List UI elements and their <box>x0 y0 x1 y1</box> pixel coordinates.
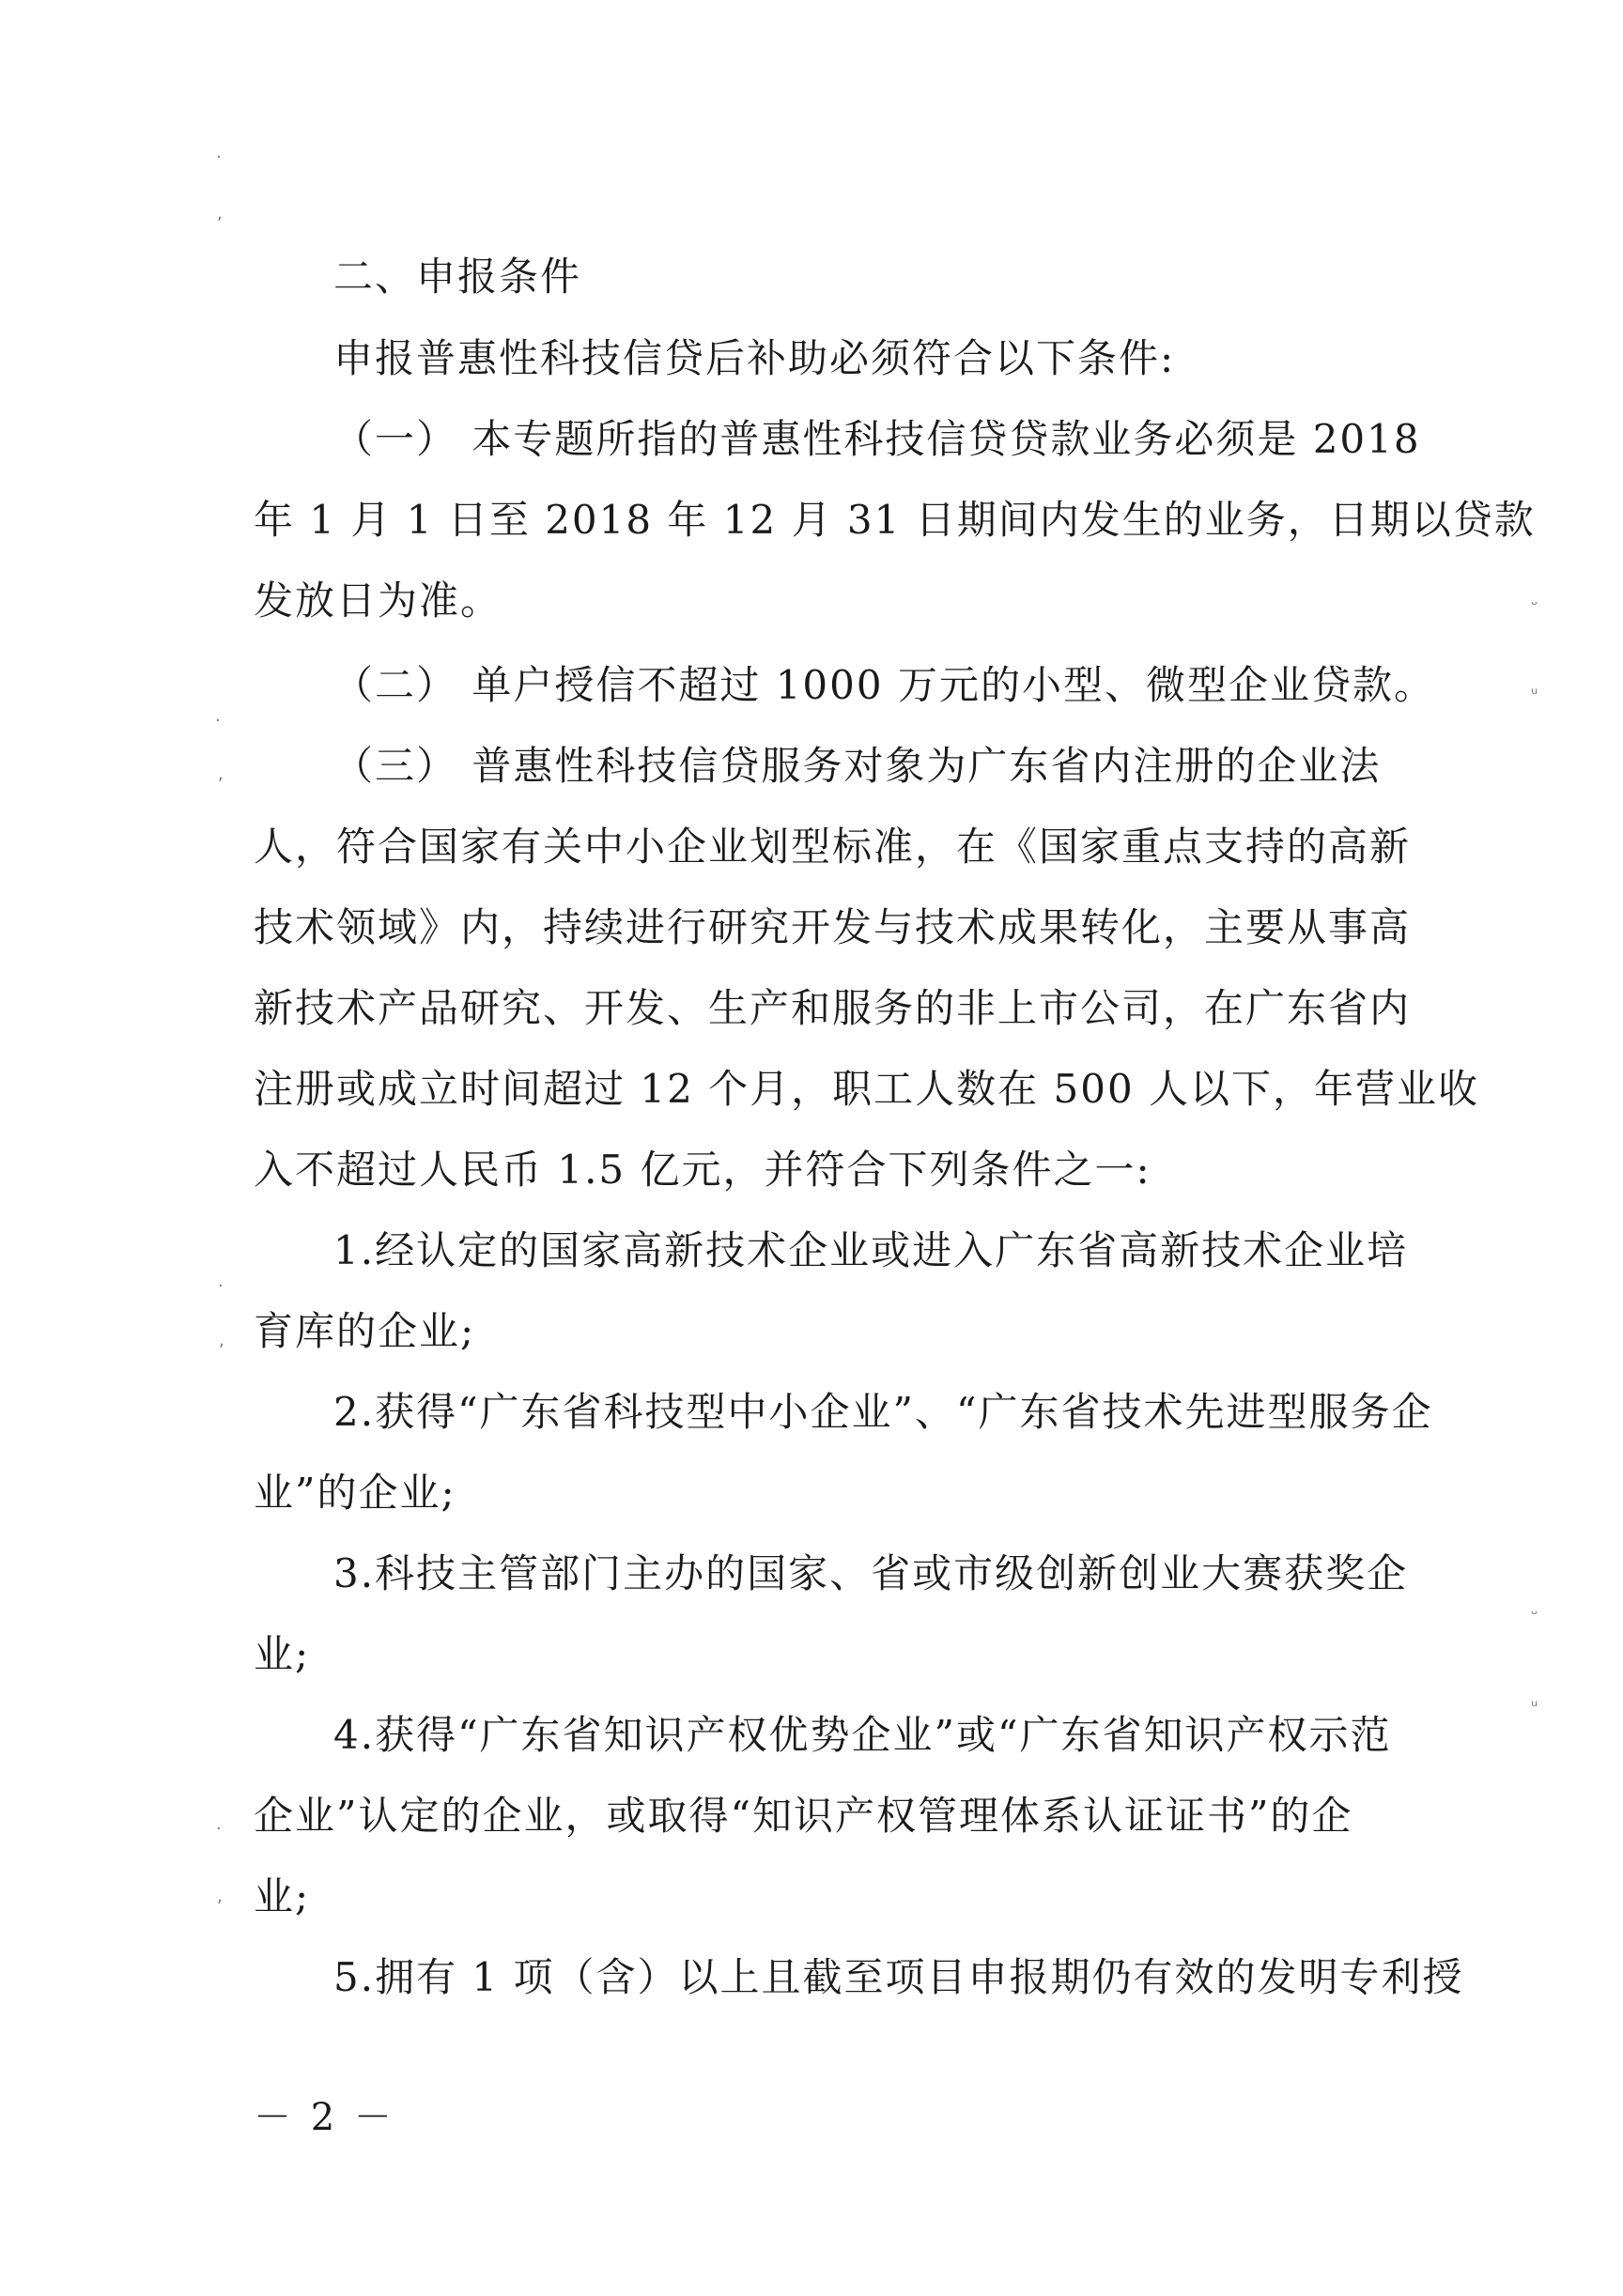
scan-speck: ᵘ <box>1531 685 1538 704</box>
condition-two-line-1: （二） 单户授信不超过 1000 万元的小型、微型企业贷款。 <box>333 662 1435 708</box>
condition-one-line-3: 发放日为准。 <box>254 578 502 624</box>
scan-speck: · <box>216 147 222 167</box>
eligibility-option-5-line-1: 5.拥有 1 项（含）以上且截至项目申报期仍有效的发明专利授 <box>333 1954 1464 2000</box>
eligibility-option-4-line-3: 业; <box>254 1873 311 1919</box>
scan-speck: , <box>219 1331 224 1350</box>
eligibility-option-4-line-1: 4.获得“广东省知识产权优势企业”或“广东省知识产权示范 <box>333 1712 1392 1758</box>
eligibility-option-2-line-1: 2.获得“广东省科技型中小企业”、“广东省技术先进型服务企 <box>333 1389 1433 1435</box>
scan-speck: ᵕ <box>1531 595 1538 615</box>
scan-speck: ᵕ <box>1531 1605 1538 1625</box>
condition-three-line-1: （三） 普惠性科技信贷服务对象为广东省内注册的企业法 <box>333 743 1382 789</box>
eligibility-option-1-line-2: 育库的企业; <box>254 1308 476 1354</box>
condition-three-line-2: 人，符合国家有关中小企业划型标准，在《国家重点支持的高新 <box>254 824 1412 870</box>
scan-speck: , <box>217 204 223 223</box>
condition-three-line-4: 新技术产品研究、开发、生产和服务的非上市公司，在广东省内 <box>254 985 1412 1031</box>
eligibility-option-1-line-1: 1.经认定的国家高新技术企业或进入广东省高新技术企业培 <box>333 1227 1409 1273</box>
scan-speck: , <box>217 1887 223 1906</box>
scan-speck: · <box>215 711 221 731</box>
condition-one-line-2: 年 1 月 1 日至 2018 年 12 月 31 日期间内发生的业务，日期以贷款 <box>254 497 1536 543</box>
scan-speck: ᵤ <box>1531 1691 1538 1711</box>
condition-three-line-6: 入不超过人民币 1.5 亿元，并符合下列条件之一: <box>254 1147 1152 1193</box>
condition-three-line-5: 注册或成立时间超过 12 个月，职工人数在 500 人以下，年营业收 <box>254 1066 1480 1112</box>
scan-speck: · <box>218 1276 224 1296</box>
eligibility-option-4-line-2: 企业”认定的企业，或取得“知识产权管理体系认证证书”的企 <box>254 1793 1353 1839</box>
condition-three-line-3: 技术领域》内，持续进行研究开发与技术成果转化，主要从事高 <box>254 904 1412 950</box>
section-heading: 二、申报条件 <box>333 254 582 300</box>
eligibility-option-3-line-1: 3.科技主管部门主办的国家、省或市级创新创业大赛获奖企 <box>333 1550 1409 1596</box>
intro-paragraph: 申报普惠性科技信贷后补助必须符合以下条件: <box>333 335 1176 381</box>
scan-speck: · <box>216 1819 222 1839</box>
eligibility-option-3-line-2: 业; <box>254 1631 311 1677</box>
condition-one-line-1: （一） 本专题所指的普惠性科技信贷贷款业务必须是 2018 <box>333 416 1421 462</box>
eligibility-option-2-line-2: 业”的企业; <box>254 1470 456 1516</box>
page-number: － 2 － <box>254 2096 395 2139</box>
scan-speck: , <box>218 764 224 784</box>
